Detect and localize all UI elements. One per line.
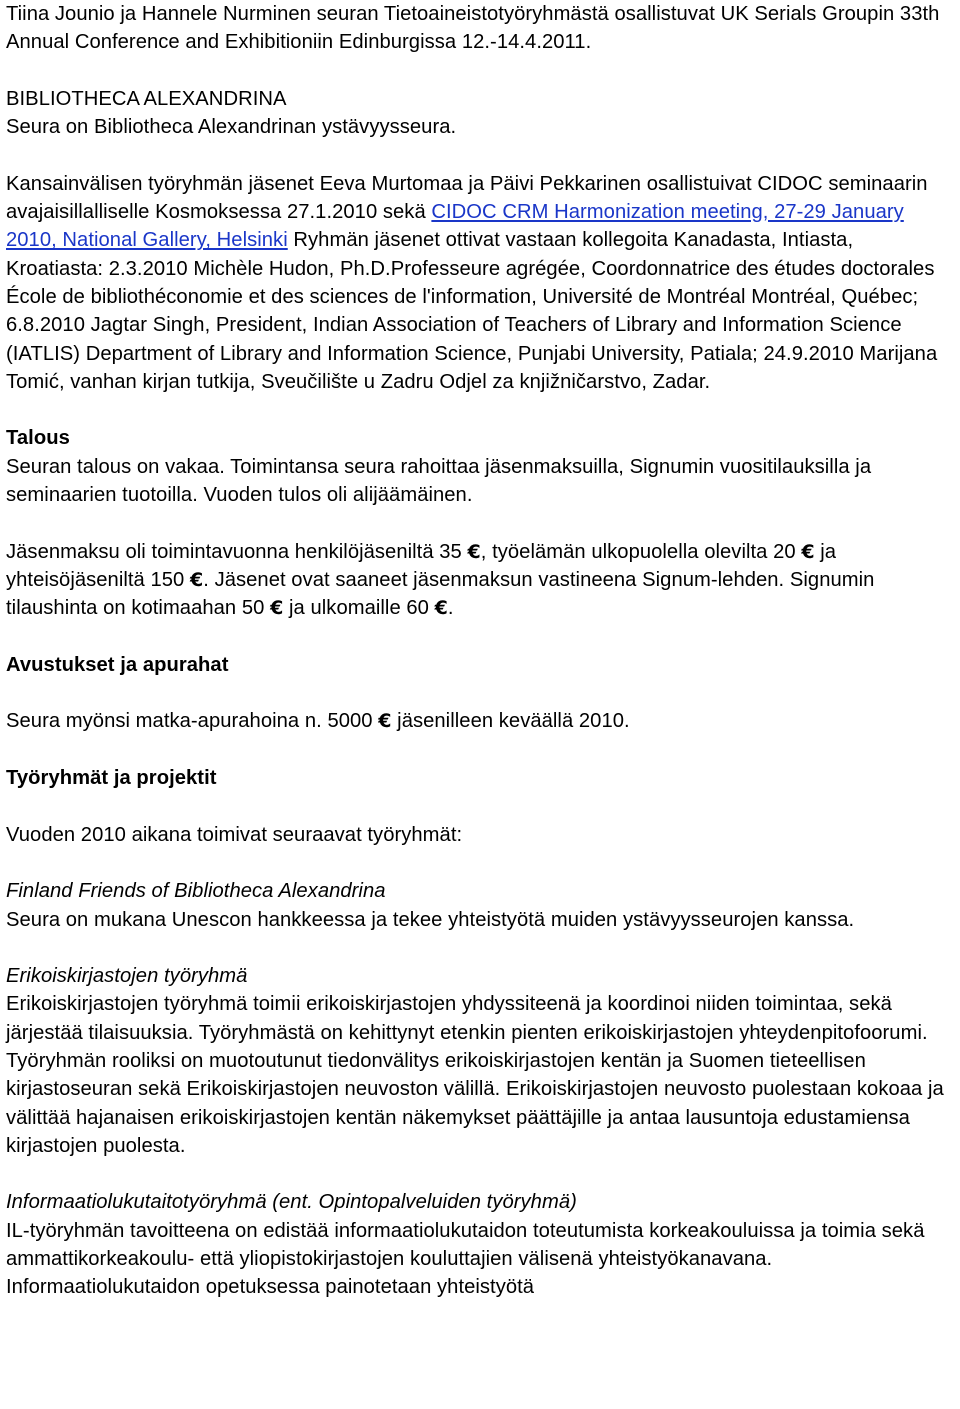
bibliotheca-heading: BIBLIOTHECA ALEXANDRINA: [6, 87, 287, 110]
fees-text-5: ja ulkomaille 60: [283, 597, 435, 620]
fees-text-1: Jäsenmaksu oli toimintavuonna henkilöjäseniltä 35: [6, 540, 468, 563]
cidoc-crm-link[interactable]: CIDOC CRM Harmonization meeting, 27-29 January 2010, National Gallery, Helsinki: [6, 201, 904, 252]
avustukset-text-2: jäsenilleen keväällä 2010.: [391, 710, 630, 733]
group-title: Informaatiolukutaitotyöryhmä (ent. Opintopalveluiden työryhmä): [6, 1191, 577, 1214]
intro-paragraph: Tiina Jounio ja Hannele Nurminen seuran Tietoaineistotyöryhmästä osallistuvat UK Serials Groupin 33th Annual Conference and Exhibitioniin Edinburgissa 12.-14.4.2011.: [6, 3, 940, 54]
euro-sign: €: [378, 710, 392, 733]
fees-paragraph: [6, 538, 952, 623]
group-text: IL-työryhmän tavoitteena on edistää informaatiolukutaidon toteutumista korkeakouluissa ja toimia sekä ammattikorkeakoulu- että yliopistokirjastojen kouluttajien välisenä yhteistyökanavana. Informaatiolukutaidon opetuksessa painotetaan yhteistyötä: [6, 1219, 925, 1299]
group-text: Erikoiskirjastojen työryhmä toimii erikoiskirjastojen yhdyssiteenä ja koordinoi niiden toimintaa, sekä järjestää tilaisuuksia. Työryhmästä on kehittynyt etenkin pienten erikoiskirjastojen yhteydenpitofoorumi. Työryhmän rooliksi on muotoutunut tiedonvälitys erikoiskirjastojen kentän ja Suomen tieteellisen kirjastoseuran sekä Erikoiskirjastojen neuvoston välillä. Erikoiskirjastojen neuvosto puolestaan kokoaa ja välittää hajanaisen erikoiskirjastojen kentän näkemykset päättäjille ja antaa lausuntoja edustamiensa kirjastojen puolesta.: [6, 993, 944, 1157]
fees-text-4: . Jäsenet ovat saaneet jäsenmaksun vastineena Signum-lehden. Signumin tilaushinta on kotimaahan 50: [6, 568, 875, 620]
euro-sign: €: [467, 540, 481, 563]
euro-sign: €: [270, 597, 284, 620]
bibliotheca-text: Seura on Bibliotheca Alexandrinan ystävyysseura.: [6, 116, 457, 139]
tyoryhmat-intro: Vuoden 2010 aikana toimivat seuraavat työryhmät:: [6, 823, 463, 846]
international-text-before: Kansainvälisen työryhmän jäsenet Eeva Murtomaa ja Päivi Pekkarinen osallistuivat CIDOC seminaarin avajaisillalliselle Kosmoksessa 27.1.2010 sekä: [6, 172, 928, 224]
fees-text-3: ja yhteisöjäseniltä 150: [6, 540, 837, 591]
fees-text-2: , työelämän ulkopuolella olevilta 20: [480, 540, 802, 563]
international-paragraph: [6, 170, 952, 396]
international-text-after: Ryhmän jäsenet ottivat vastaan kollegoita Kanadasta, Intiasta, Kroatiasta: 2.3.2010 Michèle Hudon, Ph.D.Professeure agrégée, Coordonnatrice des études doctorales École de bibliothéconomie et des sciences de l'information, Université de Montréal Montréal, Québec; 6.8.2010 Jagtar Singh, President, Indian Association of Teachers of Library and Information Science (IATLIS) Department of Library and Information Science, Punjabi University, Patiala; 24.9.2010 Marijana Tomić, vanhan kirjan tutkija, Sveučilište u Zadru Odjel za knjižničarstvo, Zadar.: [6, 229, 938, 393]
euro-sign: €: [189, 568, 204, 591]
group-title: Finland Friends of Bibliotheca Alexandrina: [6, 880, 386, 903]
avustukset-text-1: Seura myönsi matka-apurahoina n. 5000: [6, 710, 379, 733]
euro-sign: €: [801, 540, 815, 563]
tyoryhmat-heading: Työryhmät ja projektit: [6, 767, 217, 790]
talous-heading: Talous: [6, 427, 70, 450]
group-title: Erikoiskirjastojen työryhmä: [6, 965, 248, 988]
avustukset-heading: Avustukset ja apurahat: [6, 653, 229, 676]
talous-text: Seuran talous on vakaa. Toimintansa seura rahoittaa jäsenmaksuilla, Signumin vuositilauksilla ja seminaarien tuotoilla. Vuoden tulos oli alijäämäinen.: [6, 455, 872, 507]
euro-sign: €: [434, 597, 448, 620]
fees-text-6: .: [447, 597, 454, 620]
group-text: Seura on mukana Unescon hankkeessa ja tekee yhteistyötä muiden ystävyysseurojen kanssa.: [6, 908, 855, 931]
avustukset-text: [6, 707, 952, 735]
